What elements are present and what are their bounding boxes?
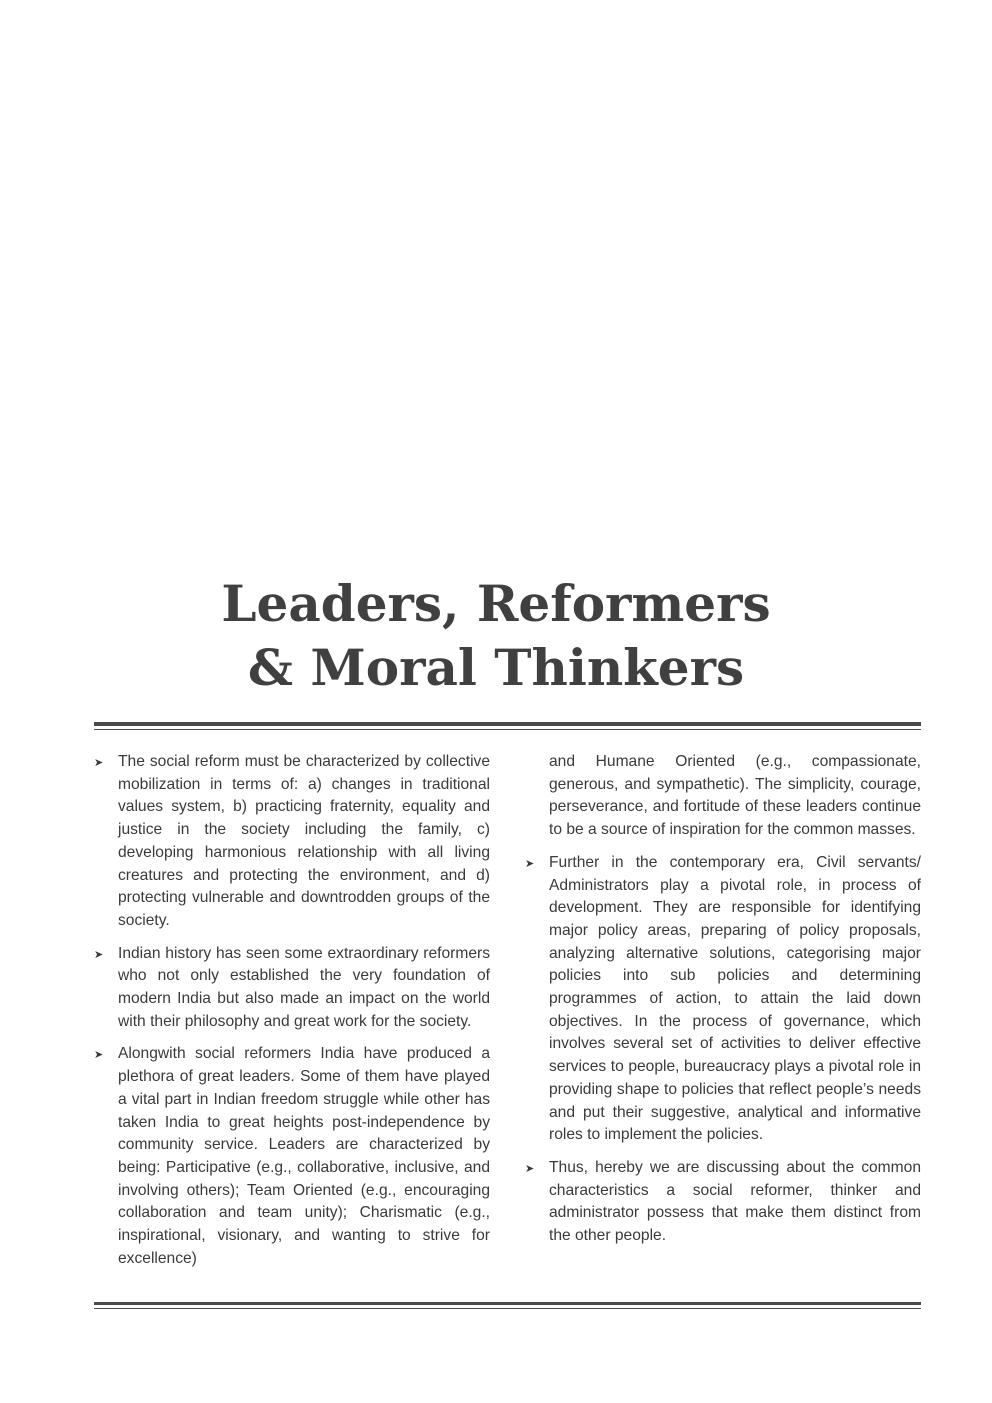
arrow-bullet-icon: ➤ (525, 857, 535, 870)
right-column (525, 751, 921, 1258)
list-item (94, 1043, 490, 1270)
arrow-bullet-icon: ➤ (94, 948, 104, 961)
list-item-text: Thus, hereby we are discussing about the common characteristics a social reformer, thinker and administrator possess that make them distinct from the other people. (549, 1158, 921, 1245)
list-item (94, 943, 490, 1034)
list-item-text: Indian history has seen some extraordinary reformers who not only established the very foundation of modern India but also made an impact on the world with their philosophy and great work for the society. (118, 944, 490, 1030)
arrow-bullet-icon: ➤ (94, 1049, 104, 1062)
list-item (94, 751, 490, 933)
top-double-rule (94, 722, 921, 730)
left-column (94, 751, 490, 1280)
list-item (525, 1157, 921, 1248)
chapter-title-line-2: & Moral Thinkers (247, 638, 745, 697)
list-item-text: The social reform must be characterized by collective mobilization in terms of: a) changes in traditional values system, b) practicing fraternity, equality and justice in the society including the family, c) developing harmonious relationship with all living creatures and protecting the environment, and d) protecting vulnerable and downtrodden groups of the society. (118, 753, 490, 929)
list-item (525, 852, 921, 1147)
continuation-text: and Humane Oriented (e.g., compassionate, generous, and sympathetic). The simplicity, courage, perseverance, and fortitude of these leaders continue to be a source of inspiration for the common masses. (549, 753, 921, 839)
bottom-double-rule (94, 1302, 921, 1309)
chapter-title (0, 572, 992, 700)
list-item-text: Further in the contemporary era, Civil servants/ Administrators play a pivotal role, in process of development. They are responsible for identifying major policy areas, preparing of policy proposals, analyzing alternative solutions, categorising major policies into sub policies and determining programmes of action, to attain the laid down objectives. In the process of governance, which involves several set of activities to deliver effective services to people, bureaucracy plays a pivotal role in providing shape to policies that reflect people’s needs and put their suggestive, analytical and informative roles to implement the policies. (549, 853, 921, 1144)
arrow-bullet-icon: ➤ (525, 1162, 535, 1175)
chapter-title-line-1: Leaders, Reformers (221, 574, 771, 633)
list-item-text: Alongwith social reformers India have produced a plethora of great leaders. Some of them have played a vital part in Indian freedom struggle while other has taken India to great heights post-independence by community service. Leaders are characterized by being: Participative (e.g., collaborative, inclusive, and involving others); Team Oriented (e.g., encouraging collaboration and team unity); Charismatic (e.g., inspirational, visionary, and wanting to strive for excellence) (118, 1045, 490, 1267)
arrow-bullet-icon: ➤ (94, 757, 104, 769)
